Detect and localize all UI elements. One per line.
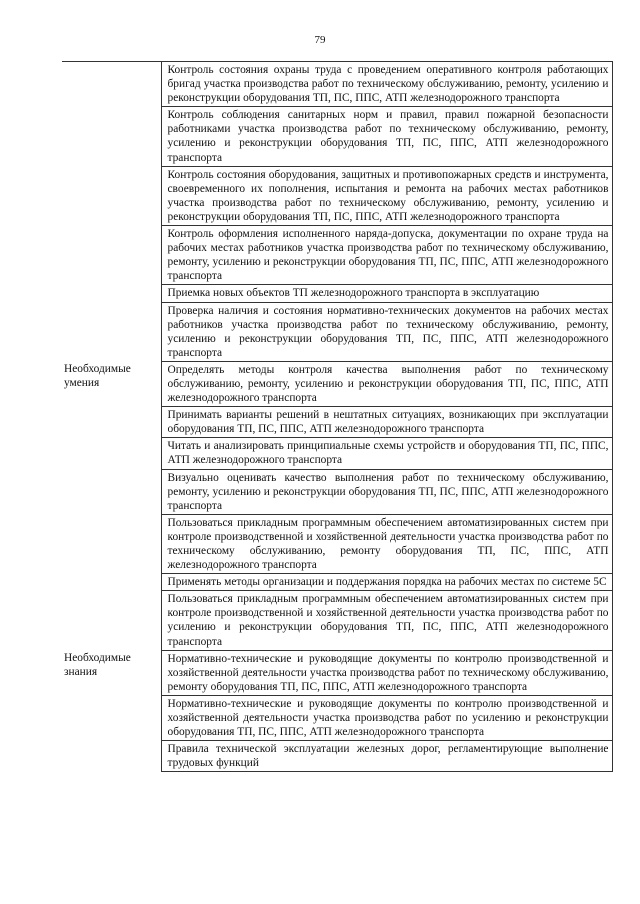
requirement-cell: Нормативно-технические и руководящие документы по контролю производственной и хозяйственной деятельности участка производства работ по усилению и реконструкции оборудования ТП, ПС, ППС, АТП железнодорожного транспорта — [161, 695, 612, 740]
requirement-cell: Приемка новых объектов ТП железнодорожного транспорта в эксплуатацию — [161, 285, 612, 302]
requirement-cell: Визуально оценивать качество выполнения работ по техническому обслуживанию, ремонту, усилению и реконструкции оборудования ТП, ПС, ППС, АТП железнодорожного транспорта — [161, 469, 612, 514]
requirements-table — [62, 61, 613, 772]
requirement-cell: Правила технической эксплуатации железных дорог, регламентирующие выполнение трудовых функций — [161, 741, 612, 772]
requirement-cell: Контроль состояния охраны труда с проведением оперативного контроля работающих бригад участка производства работ по техническому обслуживанию, ремонту, усилению и реконструкции оборудования ТП, ПС, ППС, АТП железнодорожного транспорта — [161, 62, 612, 107]
requirements-table-body — [62, 62, 612, 772]
requirement-cell: Контроль соблюдения санитарных норм и правил, правил пожарной безопасности работниками участка производства работ по техническому обслуживанию, ремонту, усилению и реконструкции оборудования ТП, ПС, ППС, АТП железнодорожного транспорта — [161, 107, 612, 166]
table-row — [62, 650, 612, 695]
requirement-cell: Контроль оформления исполненного наряда-допуска, документации по охране труда на рабочих местах работников участка производства работ по техническому обслуживанию, ремонту, усилению и реконструкции оборудования ТП, ПС, ППС, АТП железнодорожного транспорта — [161, 226, 612, 285]
requirement-cell: Определять методы контроля качества выполнения работ по техническому обслуживанию, ремонту, усилению и реконструкции оборудования ТП, ПС, ППС, АТП железнодорожного транспорта — [161, 361, 612, 406]
requirement-cell: Принимать варианты решений в нештатных ситуациях, возникающих при эксплуатации оборудования ТП, ПС, ППС, АТП железнодорожного транспорта — [161, 407, 612, 438]
category-cell: Необходимые умения — [62, 361, 161, 650]
requirement-cell: Применять методы организации и поддержания порядка на рабочих местах по системе 5С — [161, 574, 612, 591]
table-row — [62, 62, 612, 107]
category-cell: Необходимые знания — [62, 650, 161, 772]
requirement-cell: Пользоваться прикладным программным обеспечением автоматизированных систем при контроле производственной и хозяйственной деятельности участка производства работ по усилению и реконструкции оборудования ТП, ПС, ППС, АТП железнодорожного транспорта — [161, 591, 612, 650]
requirement-cell: Пользоваться прикладным программным обеспечением автоматизированных систем при контроле производственной и хозяйственной деятельности участка производства работ по техническому обслуживанию, ремонту оборудования ТП, ПС, ППС, АТП железнодорожного транспорта — [161, 514, 612, 573]
category-cell — [62, 62, 161, 362]
table-row — [62, 361, 612, 406]
requirement-cell: Контроль состояния оборудования, защитных и противопожарных средств и инструмента, своевременного их пополнения, испытания и ремонта на рабочих местах работников участка производства работ по техническому обслуживанию, ремонту, усилению и реконструкции оборудования ТП, ПС, ППС, АТП железнодорожного транспорта — [161, 166, 612, 225]
requirement-cell: Проверка наличия и состояния нормативно-технических документов на рабочих местах работников участка производства работ по техническому обслуживанию, ремонту, усилению и реконструкции оборудования ТП, ПС, ППС, АТП железнодорожного транспорта — [161, 302, 612, 361]
requirement-cell: Читать и анализировать принципиальные схемы устройств и оборудования ТП, ПС, ППС, АТП железнодорожного транспорта — [161, 438, 612, 469]
page-number: 79 — [314, 34, 326, 46]
requirement-cell: Нормативно-технические и руководящие документы по контролю производственной и хозяйственной деятельности участка производства работ по техническому обслуживанию, ремонту оборудования ТП, ПС, ППС, АТП железнодорожного транспорта — [161, 650, 612, 695]
